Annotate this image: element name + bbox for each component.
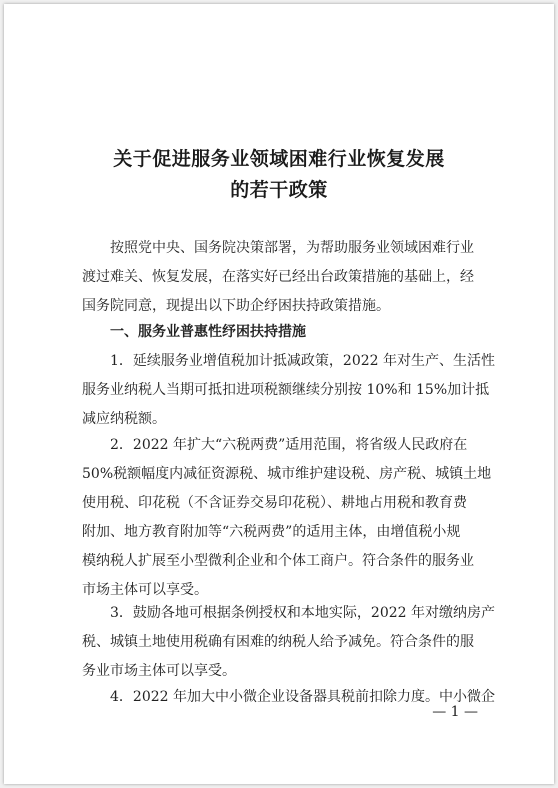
intro-line-3: 国务院同意，现提出以下助企纾困扶持政策措施。 bbox=[82, 298, 390, 314]
item-1-line-2: 服务业纳税人当期可抵扣进项税额继续分别按 10%和 15%加计抵 bbox=[82, 382, 490, 398]
document-title-line-1: 关于促进服务业领域困难行业恢复发展 bbox=[113, 148, 445, 170]
item-1-line-3: 减应纳税额。 bbox=[82, 411, 166, 427]
document-page bbox=[4, 4, 554, 784]
item-3-line-2: 税、城镇土地使用税确有困难的纳税人给予减免。符合条件的服 bbox=[82, 634, 474, 650]
item-1-line-1: 1．延续服务业增值税加计抵减政策，2022 年对生产、生活性 bbox=[110, 353, 495, 369]
item-2-line-1: 2．2022 年扩大“六税两费”适用范围，将省级人民政府在 bbox=[110, 437, 468, 453]
item-2-line-2: 50%税额幅度内减征资源税、城市维护建设税、房产税、城镇土地 bbox=[82, 466, 492, 482]
document-title-line-2: 的若干政策 bbox=[230, 179, 328, 201]
section-heading-1: 一、服务业普惠性纾困扶持措施 bbox=[110, 324, 306, 340]
item-3-line-1: 3．鼓励各地可根据条例授权和本地实际，2022 年对缴纳房产 bbox=[110, 605, 495, 621]
item-4-line-1: 4．2022 年加大中小微企业设备器具税前扣除力度。中小微企 bbox=[110, 689, 495, 705]
intro-line-1: 按照党中央、国务院决策部署，为帮助服务业领域困难行业 bbox=[110, 240, 474, 256]
item-3-line-3: 务业市场主体可以享受。 bbox=[82, 663, 236, 679]
intro-line-2: 渡过难关、恢复发展，在落实好已经出台政策措施的基础上，经 bbox=[82, 269, 474, 285]
item-2-line-5: 模纳税人扩展至小型微利企业和个体工商户。符合条件的服务业 bbox=[82, 553, 474, 569]
item-2-line-3: 使用税、印花税（不含证券交易印花税）、耕地占用税和教育费 bbox=[82, 495, 467, 511]
item-2-line-4: 附加、地方教育附加等“六税两费”的适用主体，由增值税小规 bbox=[82, 524, 461, 540]
item-2-line-6: 市场主体可以享受。 bbox=[82, 582, 208, 598]
page-number: — 1 — bbox=[432, 704, 478, 720]
